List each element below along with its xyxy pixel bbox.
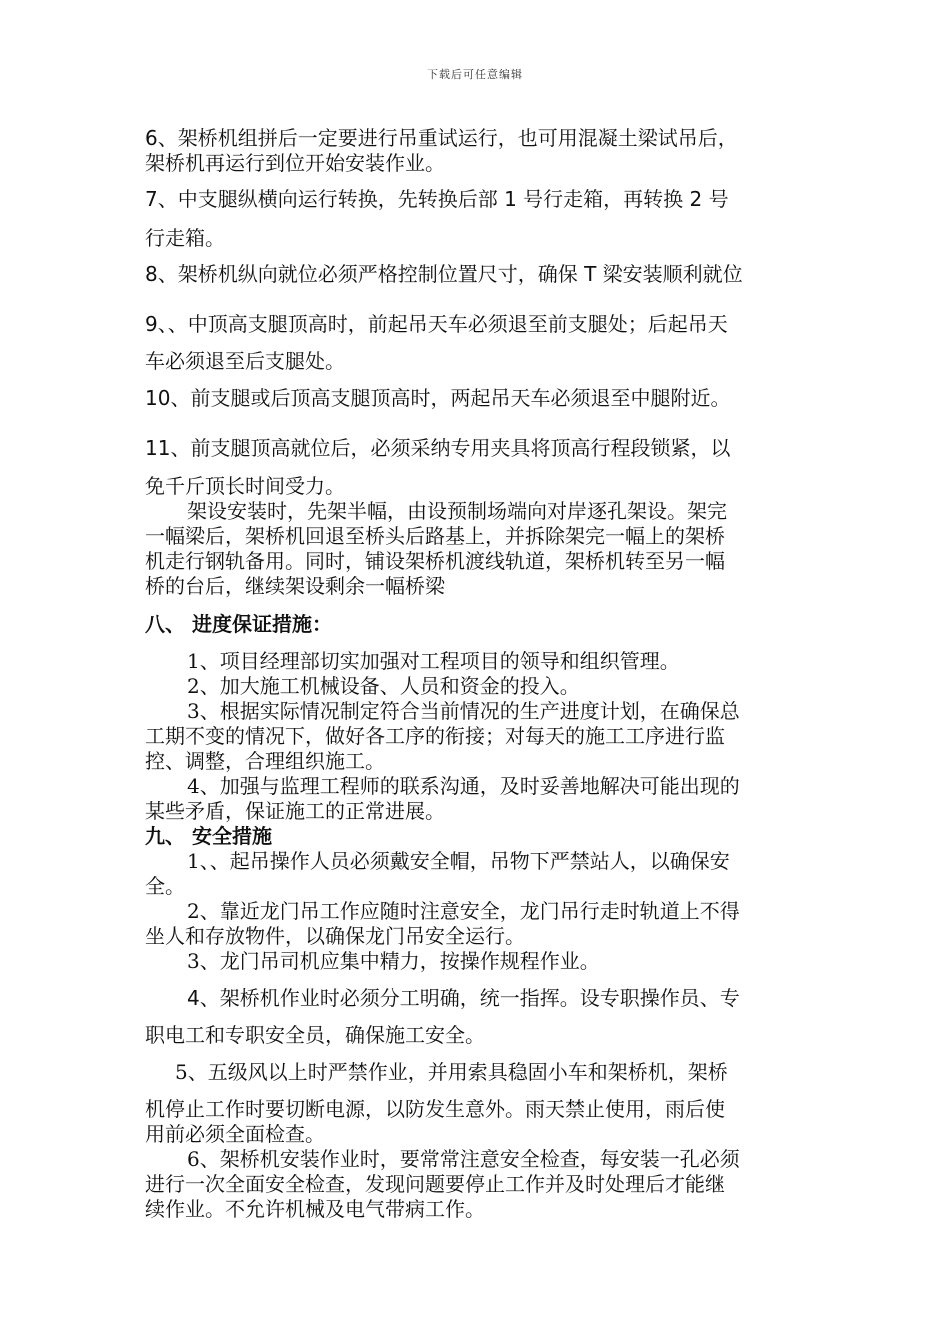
text-line: 3、根据实际情况制定符合当前情况的生产进度计划，在确保总 bbox=[187, 699, 740, 723]
text-line: 进行一次全面安全检查，发现问题要停止工作并及时处理后才能继 bbox=[145, 1172, 725, 1196]
text-line: 4、架桥机作业时必须分工明确，统一指挥。设专职操作员、专 bbox=[187, 986, 740, 1010]
text-line: 桥的台后，继续架设剩余一幅桥梁 bbox=[145, 574, 445, 598]
text-line: 免千斤顶长时间受力。 bbox=[145, 474, 345, 498]
text-line: 8、架桥机纵向就位必须严格控制位置尺寸，确保 T 梁安装顺利就位 bbox=[145, 262, 743, 286]
text-line: 坐人和存放物件，以确保龙门吊安全运行。 bbox=[145, 924, 525, 948]
text-line: 4、加强与监理工程师的联系沟通，及时妥善地解决可能出现的 bbox=[187, 774, 740, 798]
text-line: 6、架桥机组拼后一定要进行吊重试运行，也可用混凝土梁试吊后， bbox=[145, 126, 738, 150]
text-line: 架桥机再运行到位开始安装作业。 bbox=[145, 151, 445, 175]
text-line: 2、加大施工机械设备、人员和资金的投入。 bbox=[187, 674, 580, 698]
text-line: 6、架桥机安装作业时，要常常注意安全检查，每安装一孔必须 bbox=[187, 1147, 740, 1171]
text-line: 控、调整，合理组织施工。 bbox=[145, 749, 385, 773]
text-line: 7、中支腿纵横向运行转换，先转换后部 1 号行走箱，再转换 2 号 bbox=[145, 187, 729, 211]
text-line: 1、项目经理部切实加强对工程项目的领导和组织管理。 bbox=[187, 649, 680, 673]
text-line: 2、靠近龙门吊工作应随时注意安全，龙门吊行走时轨道上不得 bbox=[187, 899, 740, 923]
text-line: 机走行钢轨备用。同时，铺设架桥机渡线轨道，架桥机转至另一幅 bbox=[145, 549, 725, 573]
text-line: 3、龙门吊司机应集中精力，按操作规程作业。 bbox=[187, 949, 600, 973]
text-line: 1、、起吊操作人员必须戴安全帽，吊物下严禁站人，以确保安 bbox=[187, 849, 730, 873]
text-line: 架设安装时，先架半幅，由设预制场端向对岸逐孔架设。架完 bbox=[187, 499, 727, 523]
text-line: 机停止工作时要切断电源，以防发生意外。雨天禁止使用，雨后使 bbox=[145, 1097, 725, 1121]
text-line: 续作业。不允许机械及电气带病工作。 bbox=[145, 1197, 485, 1221]
text-line: 用前必须全面检查。 bbox=[145, 1122, 325, 1146]
section-heading: 九、 安全措施 bbox=[145, 824, 272, 848]
text-line: 11、前支腿顶高就位后，必须采纳专用夹具将顶高行程段锁紧，以 bbox=[145, 436, 731, 460]
text-line: 某些矛盾，保证施工的正常进展。 bbox=[145, 799, 445, 823]
text-line: 9、、中顶高支腿顶高时，前起吊天车必须退至前支腿处；后起吊天 bbox=[145, 312, 728, 336]
text-line: 一幅梁后，架桥机回退至桥头后路基上，并拆除架完一幅上的架桥 bbox=[145, 524, 725, 548]
text-line: 行走箱。 bbox=[145, 226, 225, 250]
page-header: 下载后可任意编辑 bbox=[427, 68, 523, 81]
text-line: 10、前支腿或后顶高支腿顶高时，两起吊天车必须退至中腿附近。 bbox=[145, 386, 731, 410]
text-line: 5、五级风以上时严禁作业，并用索具稳固小车和架桥机，架桥 bbox=[175, 1060, 728, 1084]
text-line: 工期不变的情况下，做好各工序的衔接；对每天的施工工序进行监 bbox=[145, 724, 725, 748]
section-heading: 八、 进度保证措施： bbox=[145, 612, 332, 636]
text-line: 职电工和专职安全员，确保施工安全。 bbox=[145, 1023, 485, 1047]
text-line: 全。 bbox=[145, 874, 185, 898]
text-line: 车必须退至后支腿处。 bbox=[145, 349, 345, 373]
